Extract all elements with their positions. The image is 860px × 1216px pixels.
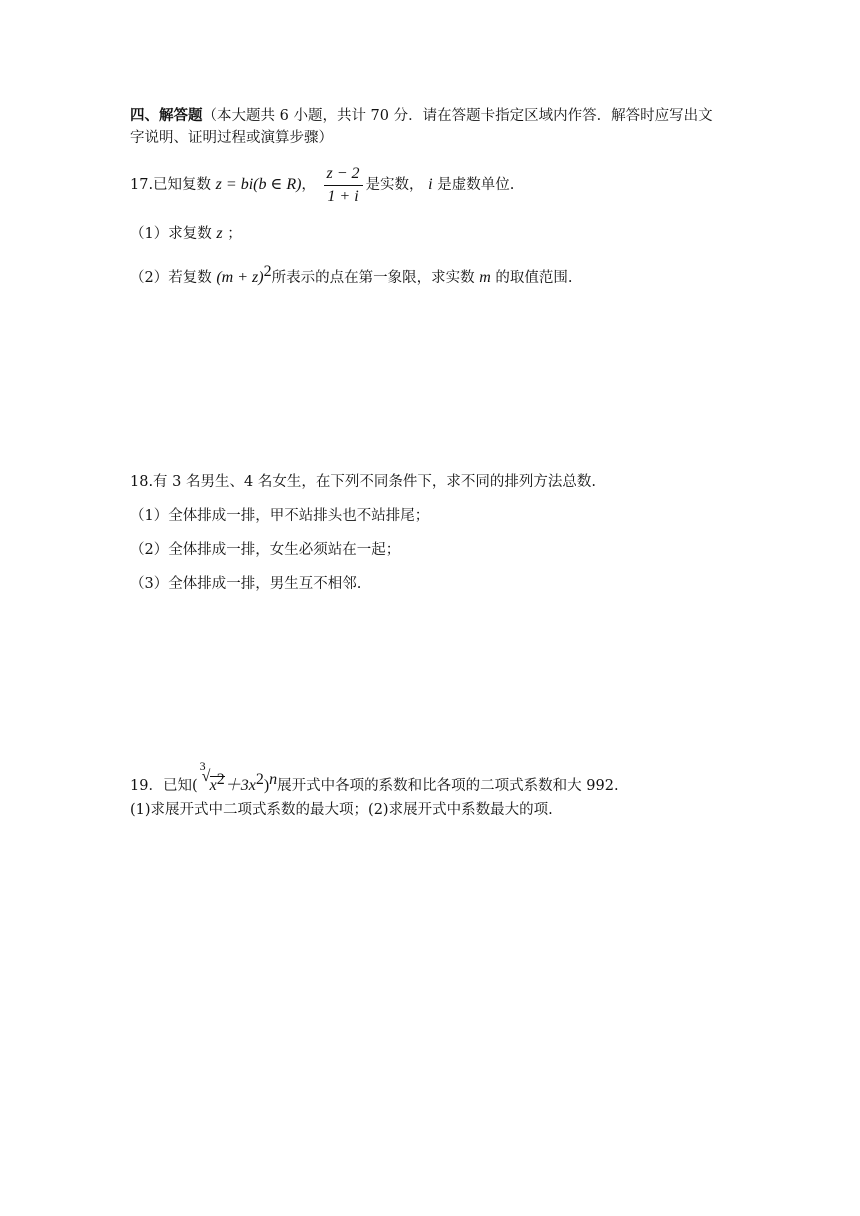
q17-fraction — [324, 165, 363, 206]
q17-part2-variable: m — [479, 269, 491, 286]
q19-plus-term: ＋3x — [224, 777, 256, 794]
q19-close-paren: ) — [263, 777, 270, 794]
q19-parts-line: (1)求展开式中二项式系数的最大项；(2)求展开式中系数最大的项. — [130, 802, 553, 818]
q19-prefix: 19．已知( — [130, 778, 198, 794]
q17-suffix: 是虚数单位. — [437, 177, 515, 193]
q17-part2-end: 的取值范围. — [495, 270, 573, 286]
q19-radicand-exponent: 2 — [216, 771, 225, 788]
q17-mid-text: 是实数， — [365, 177, 424, 193]
q17-part2-mid: 所表示的点在第一象限，求实数 — [271, 270, 475, 286]
q17-comma: ， — [301, 177, 316, 193]
q18-part-3: （3）全体排成一排，男生互不相邻. — [130, 576, 362, 592]
question-19-stem — [130, 759, 619, 796]
q17-part-1 — [130, 224, 242, 244]
q19-suffix: 展开式中各项的系数和比各项的二项式系数和大 992. — [277, 778, 619, 794]
q17-z-definition: z = bi(b ∈ R) — [215, 176, 302, 193]
section-header — [130, 106, 713, 126]
q17-part2-expression: (m + z) — [216, 269, 264, 286]
q17-part-2 — [130, 262, 572, 288]
q17-part1-variable: z — [216, 225, 223, 242]
q17-part1-text: 求复数 — [168, 226, 212, 242]
radical-sign-icon: √ — [201, 768, 211, 785]
q17-part1-end: ； — [227, 226, 242, 242]
q19-root-index: 3 — [199, 759, 206, 773]
q18-part-2: （2）全体排成一排，女生必须站在一起； — [130, 542, 401, 558]
q17-part1-label: （1） — [130, 226, 169, 242]
section-title: 四、解答题 — [130, 107, 203, 124]
q17-fraction-numerator: z − 2 — [324, 165, 363, 186]
q18-part-1: （1）全体排成一排，甲不站排头也不站排尾； — [130, 508, 430, 524]
q17-i-variable: i — [428, 176, 433, 193]
section-intro-line1: （本大题共 6 小题，共计 70 分．请在答题卡指定区域内作答．解答时应写出文 — [202, 108, 713, 124]
section-intro-line2: 字说明、证明过程或演算步骤） — [130, 130, 333, 146]
q17-prefix: 17.已知复数 — [130, 177, 212, 193]
q17-part2-prefix: 若复数 — [168, 270, 212, 286]
q19-radicand — [209, 771, 225, 794]
q19-cube-root — [198, 759, 225, 796]
q19-n-exponent: n — [269, 771, 278, 788]
q17-part2-exponent: 2 — [263, 263, 272, 280]
question-17-stem — [130, 164, 514, 206]
q17-fraction-denominator: 1 + i — [327, 187, 359, 205]
question-18-stem: 18.有 3 名男生、4 名女生，在下列不同条件下，求不同的排列方法总数. — [130, 474, 596, 490]
q19-plus-term-exponent: 2 — [255, 771, 264, 788]
q17-part2-label: （2） — [130, 270, 169, 286]
q19-radicand-base: x — [209, 777, 217, 794]
